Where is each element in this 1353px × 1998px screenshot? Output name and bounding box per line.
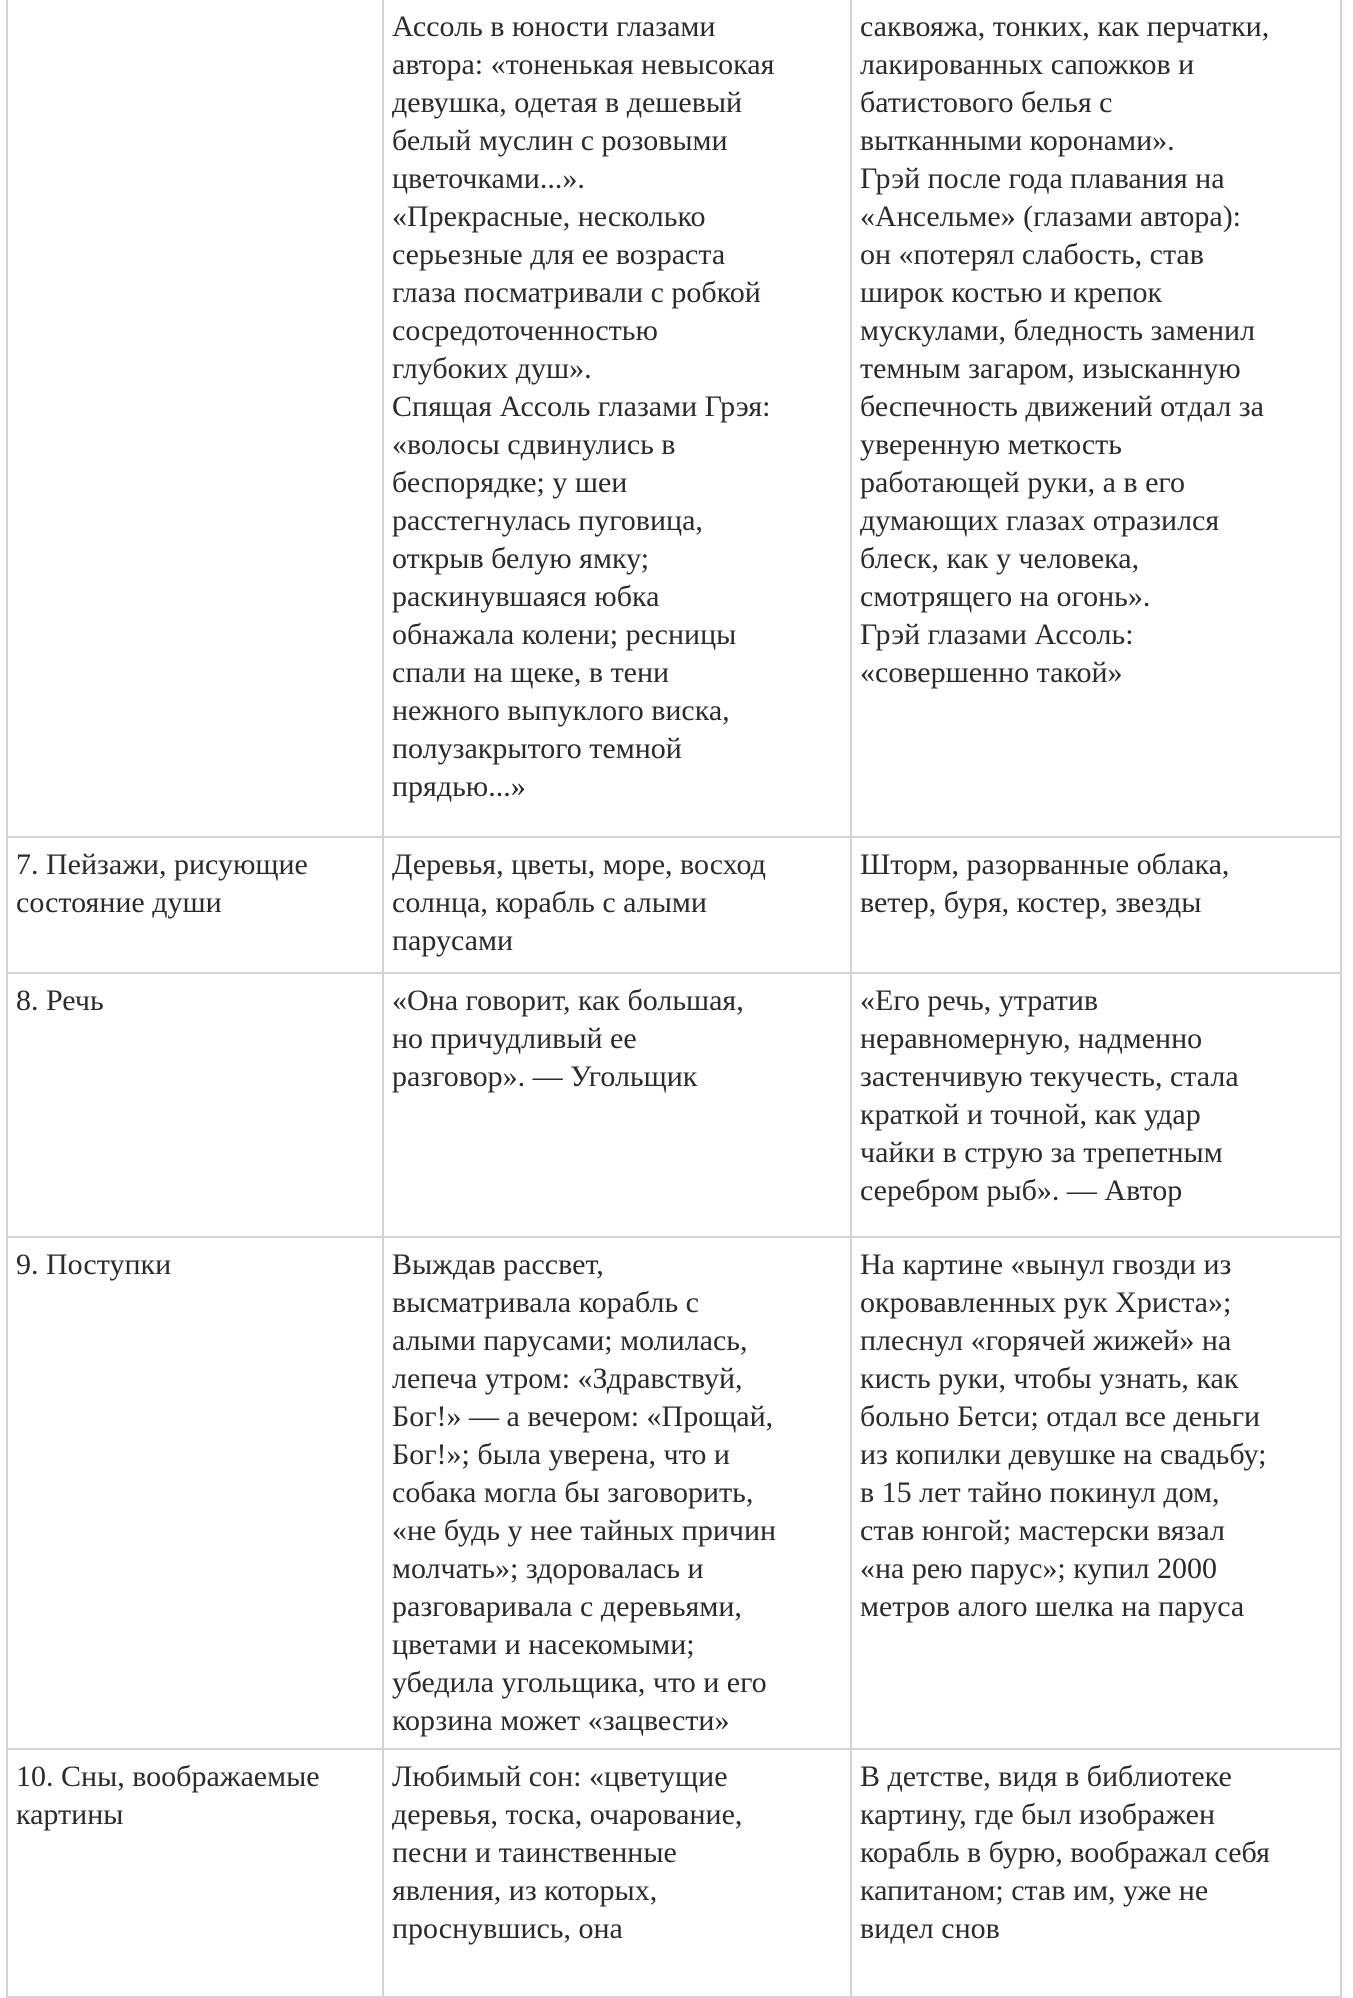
table-row — [7, 1237, 1341, 1749]
table-row — [7, 973, 1341, 1237]
assol-text: Любимый сон: «цветущие деревья, тоска, очарование, песни и таинственные явления, из которых, проснувшись, она — [392, 1760, 743, 1945]
table-row — [7, 0, 1341, 837]
grey-cell — [851, 973, 1341, 1237]
grey-cell — [851, 837, 1341, 973]
row-label-cell — [7, 1749, 383, 1997]
table-row — [7, 837, 1341, 973]
grey-text: «Его речь, утратив неравномерную, надменно застенчивую текучесть, стала краткой и точной, как удар чайки в струю за трепетным серебром рыб». — Автор — [860, 984, 1239, 1207]
table-row — [7, 1749, 1341, 1997]
row-label-cell — [7, 0, 383, 837]
assol-cell — [383, 973, 851, 1237]
assol-cell — [383, 1237, 851, 1749]
row-label: 8. Речь — [16, 984, 104, 1017]
grey-cell — [851, 1237, 1341, 1749]
comparison-table — [6, 0, 1342, 1998]
assol-cell — [383, 0, 851, 837]
grey-text: саквояжа, тонких, как перчатки, лакированных сапожков и батистового белья с вытканными коронами». Грэй после года плавания на «Ансельме» (глазами автора): он «потерял слабость, став широк костью и крепок мускулами, бледность заменил темным загаром, изысканную беспечность движений отдал за уверенную меткость работающей руки, а в его думающих глазах отразился блеск, как у человека, смотрящего на огонь». Грэй глазами Ассоль: «совершенно такой» — [860, 10, 1270, 689]
assol-text: «Она говорит, как большая, но причудливый ее разговор». — Угольщик — [392, 984, 744, 1093]
row-label-cell — [7, 1237, 383, 1749]
assol-cell — [383, 837, 851, 973]
row-label: 10. Сны, воображаемые картины — [16, 1760, 320, 1831]
grey-text: На картине «вынул гвозди из окровавленных рук Христа»; плеснул «горячей жижей» на кисть руки, чтобы узнать, как больно Бетси; отдал все деньги из копилки девушке на свадьбу; в 15 лет тайно покинул дом, став юнгой; мастерски вязал «на рею парус»; купил 2000 метров алого шелка на паруса — [860, 1248, 1267, 1623]
assol-text: Выждав рассвет, высматривала корабль с алыми парусами; молилась, лепеча утром: «Здравствуй, Бог!» — а вечером: «Прощай, Бог!»; была уверена, что и собака могла бы заговорить, «не будь у нее тайных причин молчать»; здоровалась и разговаривала с деревьями, цветами и насекомыми; убедила угольщика, что и его корзина может «зацвести» — [392, 1248, 777, 1737]
grey-text: В детстве, видя в библиотеке картину, где был изображен корабль в бурю, воображал себя капитаном; став им, уже не видел снов — [860, 1760, 1270, 1945]
row-label: 7. Пейзажи, рисующие состояние души — [16, 848, 308, 919]
grey-cell — [851, 1749, 1341, 1997]
row-label: 9. Поступки — [16, 1248, 172, 1281]
assol-text: Ассоль в юности глазами автора: «тоненькая невысокая девушка, одетая в дешевый белый муслин с розовыми цветочками...». «Прекрасные, несколько серьезные для ее возраста глаза посматривали с робкой сосредоточенностью глубоких душ». Спящая Ассоль глазами Грэя: «волосы сдвинулись в беспорядке; у шеи расстегнулась пуговица, открыв белую ямку; раскинувшаяся юбка обнажала колени; ресницы спали на щеке, в тени нежного выпуклого виска, полузакрытого темной прядью...» — [392, 10, 775, 803]
row-label-cell — [7, 837, 383, 973]
assol-text: Деревья, цветы, море, восход солнца, корабль с алыми парусами — [392, 848, 766, 957]
assol-cell — [383, 1749, 851, 1997]
grey-text: Шторм, разорванные облака, ветер, буря, костер, звезды — [860, 848, 1230, 919]
row-label-cell — [7, 973, 383, 1237]
grey-cell — [851, 0, 1341, 837]
